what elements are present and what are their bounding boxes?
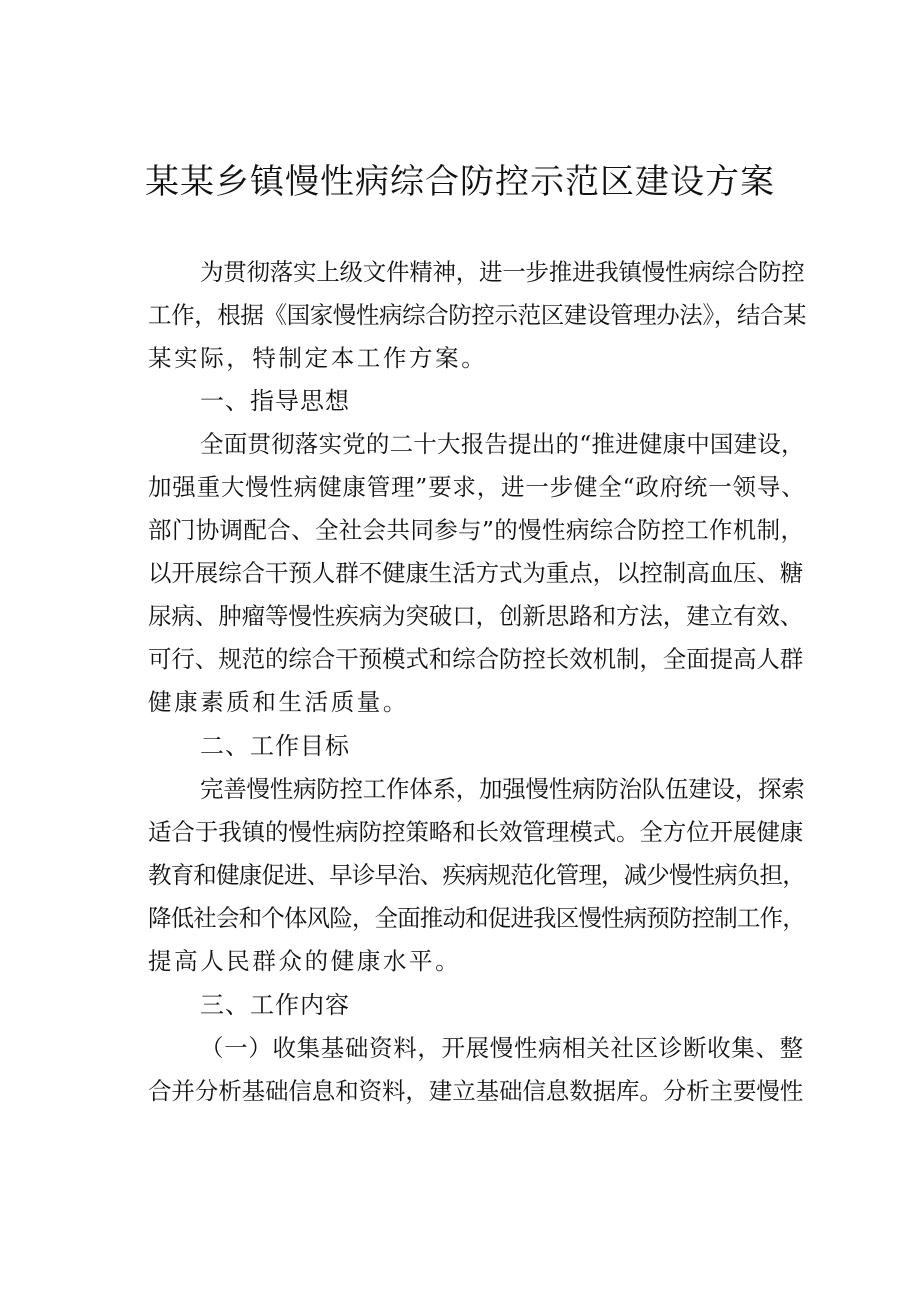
section2-line-3: 教育和健康促进、早诊早治、疾病规范化管理，减少慢性病负担，: [148, 861, 805, 889]
section2-line-5: 提高人民群众的健康水平。: [148, 947, 462, 975]
document-title: 某某乡镇慢性病综合防控示范区建设方案: [145, 162, 775, 202]
section3-line-2: 合并分析基础信息和资料，建立基础信息数据库。分析主要慢性: [148, 1077, 804, 1105]
section-heading-work-goals: 二、工作目标: [200, 732, 350, 760]
section2-line-1: 完善慢性病防控工作体系，加强慢性病防治队伍建设，探索: [200, 775, 805, 803]
intro-line-1: 为贯彻落实上级文件精神，进一步推进我镇慢性病综合防控: [200, 258, 805, 286]
intro-line-2: 工作，根据《国家慢性病综合防控示范区建设管理办法》，结合某: [148, 301, 807, 329]
section2-line-2: 适合于我镇的慢性病防控策略和长效管理模式。全方位开展健康: [148, 818, 804, 846]
section3-line-1: （一）收集基础资料，开展慢性病相关社区诊断收集、整: [200, 1034, 804, 1062]
intro-line-3: 某实际，特制定本工作方案。: [148, 344, 488, 372]
section1-line-4: 以开展综合干预人群不健康生活方式为重点，以控制高血压、糖: [148, 559, 804, 587]
section-heading-guiding-ideology: 一、指导思想: [200, 387, 350, 415]
section1-line-1: 全面贯彻落实党的二十大报告提出的“推进健康中国建设，: [200, 430, 805, 458]
section1-line-3: 部门协调配合、全社会共同参与”的慢性病综合防控工作机制，: [148, 516, 805, 544]
section1-line-7: 健康素质和生活质量。: [148, 688, 409, 716]
section-heading-work-content: 三、工作内容: [200, 991, 350, 1019]
section1-line-6: 可行、规范的综合干预模式和综合防控长效机制，全面提高人群: [148, 645, 804, 673]
section2-line-4: 降低社会和个体风险，全面推动和促进我区慢性病预防控制工作，: [148, 904, 805, 932]
section1-line-2: 加强重大慢性病健康管理”要求，进一步健全“政府统一领导、: [148, 473, 806, 501]
section1-line-5: 尿病、肿瘤等慢性疾病为突破口，创新思路和方法，建立有效、: [148, 602, 804, 630]
